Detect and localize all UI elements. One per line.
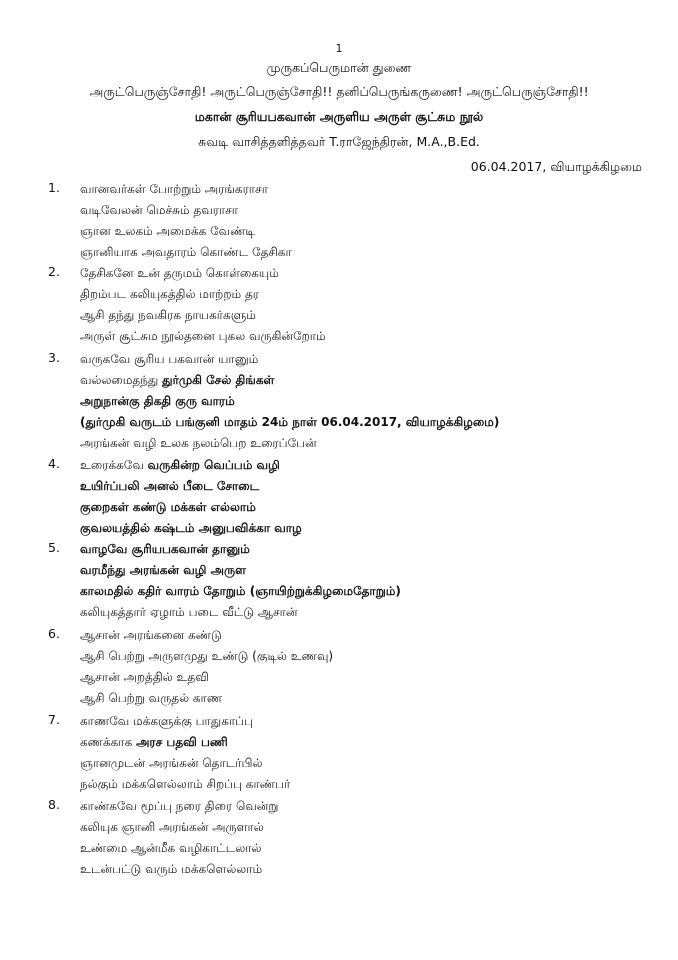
verse-line [80, 306, 660, 327]
verse-number: 3. [48, 350, 60, 365]
verse-line-emphasis: அரச பதவி பணி [136, 735, 228, 749]
author-line: சுவடி வாசித்தளித்தவர் T.ராஜேந்திரன், M.A.,B.Ed. [198, 134, 480, 149]
verse-line [80, 797, 660, 818]
verse-lines [80, 456, 660, 540]
verse-line-text: தேசிகனே உன் தருமம் கொள்கையும் [80, 266, 279, 280]
verse-line [80, 371, 660, 392]
verse-line [80, 434, 660, 455]
verse-line-text: ஞானியாக அவதாரம் கொண்ட தேசிகா [80, 245, 292, 259]
verse-number: 6. [48, 626, 60, 641]
verse-line-text: வடிவேலன் மெச்சும் தவராசா [80, 203, 239, 217]
verse-line-text: உரைக்கவே [80, 458, 148, 472]
verse-lines [80, 712, 660, 796]
verse-line [80, 540, 660, 561]
document-title: மகான் சூரியபகவான் அருளிய அருள் சூட்சும நூல் [194, 109, 484, 124]
verse-line [80, 519, 660, 540]
verse-lines [80, 540, 660, 624]
verse-line [80, 733, 660, 754]
verse-line [80, 582, 660, 603]
verse-line [80, 222, 660, 243]
verse-line-emphasis: வரமீந்து அரங்கன் வழி அருள [80, 563, 246, 577]
verse-line-text: உடன்பட்டு வரும் மக்களெல்லாம் [80, 862, 263, 876]
verse-line-text: ஆசி பெற்று வருதல் காண [80, 691, 223, 705]
verse-line-emphasis: துர்முகி சேல் திங்கள் [162, 373, 275, 387]
verse-number: 5. [48, 540, 60, 555]
verse-line [80, 243, 660, 264]
verse-line-text: வருகவே சூரிய பகவான் யானும் [80, 352, 259, 366]
date-line: 06.04.2017, வியாழக்கிழமை [470, 159, 642, 174]
verse-number: 1. [48, 180, 60, 195]
invocation-line: முருகப்பெருமான் துணை [266, 60, 412, 75]
verse-line [80, 327, 660, 348]
verse-line [80, 456, 660, 477]
verse-line-text: திறம்பட கலியுகத்தில் மாற்றம் தர [80, 287, 259, 301]
verse-line-text: ஞான உலகம் அமைக்க வேண்டி [80, 224, 255, 238]
verse-line [80, 285, 660, 306]
verse-line [80, 668, 660, 689]
verse-line-emphasis: காலமதில் கதிர் வாரம் தோறும் (ஞாயிற்றுக்கிழமைதோறும்) [80, 584, 401, 598]
verse-line-text: காண்கவே மூப்பு நரை திரை வென்று [80, 799, 279, 813]
verse-line-text: காணவே மக்களுக்கு பாதுகாப்பு [80, 714, 254, 728]
praise-line: அருட்பெருஞ்சோதி! அருட்பெருஞ்சோதி!! தனிப்பெருங்கருணை! அருட்பெருஞ்சோதி!! [89, 84, 589, 99]
verse-line-emphasis: வருகின்ற வெப்பம் வழி [147, 458, 280, 472]
verse-line-text: கலியுக ஞானி அரங்கன் அருளால் [80, 820, 264, 834]
verse-line-text: நல்கும் மக்களெல்லாம் சிறப்பு காண்பர் [80, 777, 291, 791]
verse-number: 8. [48, 797, 60, 812]
verse-line-text: ஆசான் அரங்கனை கண்டு [80, 628, 222, 642]
verse-number: 2. [48, 264, 60, 279]
verse-line [80, 689, 660, 710]
verse-line-text: அருள் சூட்சும நூல்தனை புகல வருகின்றோம் [80, 329, 326, 343]
verse-lines [80, 350, 660, 455]
verse-line-text: ஞானமுடன் அரங்கன் தொடர்பில் [80, 756, 263, 770]
verse-line-emphasis: குவலயத்தில் கஷ்டம் அனுபவிக்கா வாழ [80, 521, 302, 535]
verse-line [80, 712, 660, 733]
verse-line [80, 754, 660, 775]
verse-number: 7. [48, 712, 60, 727]
verse-number: 4. [48, 456, 60, 471]
verse-line-emphasis: வாழவே சூரியபகவான் தானும் [80, 542, 250, 556]
verse-line [80, 498, 660, 519]
verse-line [80, 860, 660, 881]
verse-line-text: ஆசி பெற்று அருளமுது உண்டு (குடில் உணவு) [80, 649, 334, 663]
verse-line [80, 477, 660, 498]
verse-line-text: ஆசி தந்து நவகிரக நாயகர்களும் [80, 308, 256, 322]
verse-line-text: ஆசான் அறத்தில் உதவி [80, 670, 209, 684]
verse-line-emphasis: குறைகள் கண்டு மக்கள் எல்லாம் [80, 500, 256, 514]
verse-line [80, 392, 660, 413]
verse-line-text: உண்மை ஆன்மீக வழிகாட்டலால் [80, 841, 262, 855]
verse-line [80, 647, 660, 668]
verse-line [80, 201, 660, 222]
verse-line-text: கலியுகத்தார் ஏழாம் படை வீட்டு ஆசான் [80, 605, 298, 619]
verse-line [80, 413, 660, 434]
page-number: 1 [335, 42, 343, 55]
verse-line [80, 818, 660, 839]
verse-line [80, 561, 660, 582]
verse-line [80, 180, 660, 201]
verse-lines [80, 797, 660, 881]
verse-lines [80, 264, 660, 348]
verse-line [80, 603, 660, 624]
verse-line [80, 775, 660, 796]
verse-line [80, 264, 660, 285]
verse-line-text: கணக்காக [80, 735, 137, 749]
verse-lines [80, 180, 660, 264]
verse-line [80, 350, 660, 371]
verse-line [80, 626, 660, 647]
verse-line-emphasis: (துர்முகி வருடம் பங்குனி மாதம் 24ம் நாள் 06.04.2017, வியாழக்கிழமை) [80, 415, 500, 429]
verse-line-emphasis: அறுநான்கு திகதி குரு வாரம் [80, 394, 235, 408]
verse-lines [80, 626, 660, 710]
verse-line-text: அரங்கன் வழி உலக நலம்பெற உரைப்பேன் [80, 436, 317, 450]
verse-line-text: வானவர்கள் போற்றும் அரங்கராசா [80, 182, 268, 196]
verse-line-text: வல்லமைதந்து [80, 373, 163, 387]
verse-line [80, 839, 660, 860]
verse-line-emphasis: உயிர்ப்பலி அனல் பீடை சோடை [80, 479, 260, 493]
